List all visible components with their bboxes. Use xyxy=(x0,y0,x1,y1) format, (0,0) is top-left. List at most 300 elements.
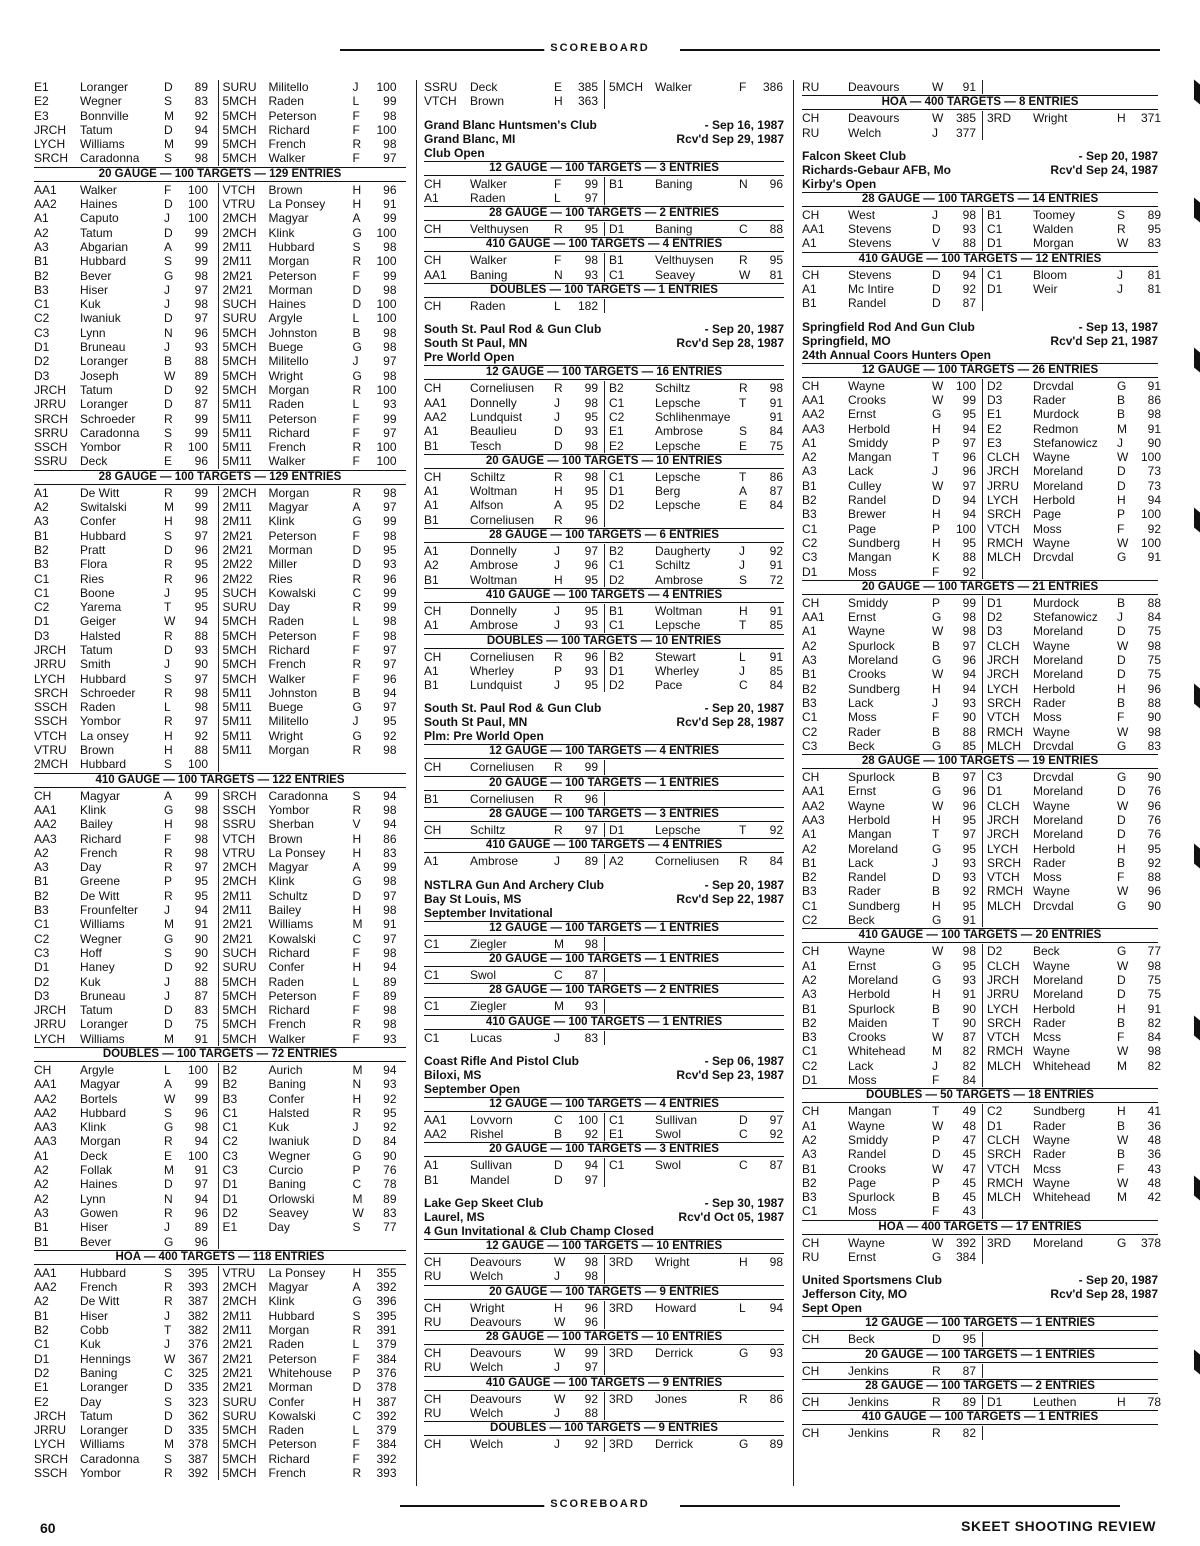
class-label: D3 xyxy=(34,988,50,1003)
shooter-initial: M xyxy=(164,500,174,515)
result-entry xyxy=(34,1280,218,1294)
class-label: 3RD xyxy=(987,1235,1012,1250)
shooter-initial: D xyxy=(164,311,173,326)
shooter-initial: F xyxy=(164,831,172,846)
shooter-score: 89 xyxy=(769,1437,783,1452)
shooter-initial: R xyxy=(554,823,563,838)
class-label: VTCH xyxy=(222,831,256,846)
club-line xyxy=(802,334,1158,348)
result-entry xyxy=(218,197,407,211)
class-label: SRCH xyxy=(987,1015,1022,1030)
shooter-initial: S xyxy=(1117,207,1126,222)
class-label: A1 xyxy=(424,663,439,678)
result-entry xyxy=(34,137,218,151)
shooter-initial: F xyxy=(352,628,360,643)
result-entry xyxy=(34,1294,218,1308)
shooter-score: 97 xyxy=(584,1172,598,1187)
result-entry xyxy=(982,682,1167,696)
class-label: B2 xyxy=(34,268,49,283)
shooter-initial: H xyxy=(164,743,173,758)
shooter-name: Baning xyxy=(268,1077,306,1092)
class-label: SSRU xyxy=(34,454,68,469)
result-entry xyxy=(424,268,604,282)
shooter-initial: B xyxy=(932,638,941,653)
club-location: Springfield, MO xyxy=(802,333,891,348)
shooter-initial: R xyxy=(164,860,173,875)
club-name: Lake Gep Skeet Club xyxy=(424,1195,544,1210)
shooter-initial: W xyxy=(1117,884,1129,899)
shooter-initial: W xyxy=(1117,798,1129,813)
class-label: C1 xyxy=(802,898,818,913)
result-row xyxy=(424,222,784,236)
result-entry xyxy=(604,823,789,837)
result-row xyxy=(34,326,406,340)
class-label xyxy=(987,1426,1033,1440)
shooter-initial: C xyxy=(352,585,362,600)
class-label: JRRU xyxy=(34,657,66,672)
result-entry xyxy=(218,369,407,383)
shooter-score: 99 xyxy=(194,254,208,269)
shooter-name: Ries xyxy=(80,571,105,586)
result-row xyxy=(34,1106,406,1120)
shooter-name: Tatum xyxy=(80,122,113,137)
shooter-score: 395 xyxy=(187,1265,208,1280)
shooter-score: 392 xyxy=(376,1408,397,1423)
shooter-initial: L xyxy=(739,1300,746,1315)
shooter-score: 96 xyxy=(383,182,397,197)
page-number: 60 xyxy=(40,1520,56,1536)
received-date: Rcv'd Sep 24, 1987 xyxy=(1050,162,1158,177)
shooter-name: Raden xyxy=(80,700,116,715)
result-entry xyxy=(218,1294,407,1308)
shooter-initial: H xyxy=(1117,1394,1126,1409)
shooter-initial: H xyxy=(352,1265,362,1280)
class-label: B3 xyxy=(34,903,49,918)
class-label: AA1 xyxy=(34,182,57,197)
shooter-initial: N xyxy=(164,325,173,340)
received-date: Rcv'd Sep 28, 1987 xyxy=(1050,1287,1158,1302)
shooter-score xyxy=(753,299,789,313)
class-label: CH xyxy=(34,1063,52,1077)
shooter-initial: K xyxy=(932,550,941,565)
shooter-score: 97 xyxy=(194,860,208,875)
shooter-score: 94 xyxy=(584,1158,598,1173)
club-name: Coast Rifle And Pistol Club xyxy=(424,1053,579,1068)
class-label: A1 xyxy=(802,624,817,639)
shooter-score: 42 xyxy=(1147,1190,1161,1205)
shooter-initial: R xyxy=(164,557,173,572)
shooter-score: 99 xyxy=(194,137,208,152)
result-entry xyxy=(982,1147,1167,1161)
club-line xyxy=(802,320,1158,334)
class-label: 2M11 xyxy=(222,888,252,903)
result-entry xyxy=(34,269,218,283)
shooter-initial: S xyxy=(164,1394,173,1409)
shooter-name: Haines xyxy=(80,197,118,212)
shooter-name: Mandel xyxy=(470,1172,510,1187)
shooter-score: 94 xyxy=(962,667,976,682)
result-row xyxy=(802,464,1161,479)
result-entry xyxy=(34,672,218,686)
shooter-score: 99 xyxy=(194,1091,208,1106)
result-row xyxy=(34,1192,406,1206)
shooter-initial xyxy=(739,792,753,806)
shooter-score: 379 xyxy=(376,1423,397,1438)
shooter-score: 98 xyxy=(383,802,397,817)
result-row xyxy=(802,841,1161,856)
shooter-name: Wayne xyxy=(1033,1132,1070,1147)
shooter-score: 94 xyxy=(194,122,208,137)
shooter-initial: C xyxy=(352,1177,362,1192)
club-name: United Sportsmens Club xyxy=(802,1273,943,1288)
result-entry xyxy=(34,1437,218,1451)
shooter-initial: B xyxy=(1117,1147,1126,1162)
shooter-score: 98 xyxy=(383,874,397,889)
shooter-score: 382 xyxy=(187,1323,208,1338)
shooter-score: 99 xyxy=(194,485,208,500)
result-entry xyxy=(802,1059,982,1073)
result-entry xyxy=(218,1266,407,1280)
shooter-name: Raden xyxy=(470,190,506,205)
shooter-initial: F xyxy=(352,528,360,543)
shooter-name: Loranger xyxy=(80,1380,129,1395)
shooter-score: 84 xyxy=(769,678,783,693)
shooter-initial: A xyxy=(352,500,361,515)
shooter-score: 96 xyxy=(584,791,598,806)
class-label: C2 xyxy=(34,311,50,326)
shooter-initial: J xyxy=(352,354,359,369)
shooter-initial: W xyxy=(164,1091,176,1106)
shooter-score: 94 xyxy=(962,421,976,436)
class-label: C2 xyxy=(802,1058,818,1073)
class-label: A2 xyxy=(34,1294,49,1309)
shooter-score: 95 xyxy=(584,678,598,693)
result-entry xyxy=(218,600,407,614)
class-label: JRCH xyxy=(987,464,1019,479)
shooter-name xyxy=(655,513,739,527)
shooter-score: 78 xyxy=(383,1177,397,1192)
result-row xyxy=(802,1001,1161,1016)
result-entry xyxy=(34,197,218,211)
shooter-name: Deavours xyxy=(848,111,900,126)
shooter-initial: W xyxy=(1117,236,1129,251)
shooter-name: De Witt xyxy=(80,485,120,500)
shooter-score: 83 xyxy=(1147,236,1161,251)
class-label: A2 xyxy=(802,450,817,465)
result-entry xyxy=(34,80,218,94)
shooter-initial: W xyxy=(1117,638,1129,653)
shooter-score: 93 xyxy=(383,397,397,412)
class-label: LYCH xyxy=(987,681,1019,696)
event-header-band: 12 GAUGE — 100 TARGETS — 1 ENTRIES xyxy=(802,1316,1158,1331)
shooter-name: Lundquist xyxy=(470,409,523,424)
shooter-initial xyxy=(1117,80,1131,94)
class-label: AA3 xyxy=(34,1120,57,1135)
result-entry xyxy=(218,1437,407,1451)
result-entry xyxy=(34,283,218,297)
shooter-score: 98 xyxy=(383,108,397,123)
result-row xyxy=(424,177,784,191)
shooter-initial: H xyxy=(164,728,173,743)
shooter-initial xyxy=(739,410,753,424)
class-label xyxy=(987,565,1033,579)
shooter-initial: L xyxy=(554,299,561,314)
result-entry xyxy=(34,354,218,368)
result-entry xyxy=(604,760,789,774)
shooter-initial: J xyxy=(352,714,359,729)
shooter-name: Hubbard xyxy=(80,254,127,269)
shooter-initial: W xyxy=(932,378,944,393)
result-entry xyxy=(34,1423,218,1437)
result-entry xyxy=(218,1352,407,1366)
shooter-initial: B xyxy=(932,724,941,739)
result-row xyxy=(34,1323,406,1337)
class-label: AA1 xyxy=(34,1265,57,1280)
shooter-initial: S xyxy=(352,788,361,803)
event-header-band: 410 GAUGE — 100 TARGETS — 20 ENTRIES xyxy=(802,928,1158,943)
shooter-score: 76 xyxy=(1147,784,1161,799)
class-label: D3 xyxy=(34,628,50,643)
shooter-score: 90 xyxy=(1147,898,1161,913)
result-row xyxy=(802,958,1161,973)
result-entry xyxy=(604,664,789,678)
shooter-initial: H xyxy=(352,960,362,975)
result-entry xyxy=(982,1204,1167,1218)
class-label: JRCH xyxy=(987,653,1019,668)
class-label: C2 xyxy=(609,409,625,424)
shooter-score: 94 xyxy=(962,267,976,282)
result-row xyxy=(34,917,406,931)
result-entry xyxy=(802,1395,982,1409)
class-label: AA1 xyxy=(34,1077,57,1092)
shooter-score: 88 xyxy=(962,236,976,251)
result-entry xyxy=(982,126,1167,140)
shooter-score: 323 xyxy=(187,1394,208,1409)
shooter-name: Klink xyxy=(268,514,295,529)
result-entry xyxy=(34,1395,218,1409)
shooter-name: Mc Intire xyxy=(848,282,895,297)
event-header-band: DOUBLES — 100 TARGETS — 72 ENTRIES xyxy=(34,1047,406,1062)
shooter-initial: R xyxy=(352,1323,362,1338)
class-label: 5M11 xyxy=(222,714,252,729)
shooter-initial: R xyxy=(739,381,748,396)
class-label: D2 xyxy=(609,678,625,693)
result-row xyxy=(34,557,406,571)
shooter-score: 90 xyxy=(383,1148,397,1163)
class-label: D1 xyxy=(222,1177,238,1192)
shooter-name: Confer xyxy=(80,514,117,529)
result-entry xyxy=(424,410,604,424)
result-row xyxy=(34,960,406,974)
shoot-date: - Sep 06, 1987 xyxy=(704,1053,784,1068)
shooter-name: Randel xyxy=(848,493,887,508)
event-header-band: 28 GAUGE — 100 TARGETS — 2 ENTRIES xyxy=(802,1379,1158,1394)
shooter-initial: J xyxy=(164,340,170,355)
shooter-initial: M xyxy=(1117,1058,1127,1073)
result-row xyxy=(34,1063,406,1077)
shooter-score: 91 xyxy=(769,395,783,410)
shooter-score: 98 xyxy=(383,945,397,960)
class-label: D2 xyxy=(987,944,1003,959)
shooter-name: Smiddy xyxy=(848,435,889,450)
shooter-name: Mangan xyxy=(848,1104,892,1119)
club-location: Biloxi, MS xyxy=(424,1067,482,1082)
shooter-score: 94 xyxy=(194,614,208,629)
club-name: South St. Paul Rod & Gun Club xyxy=(424,701,602,716)
event-header-band: 12 GAUGE — 100 TARGETS — 26 ENTRIES xyxy=(802,363,1158,378)
shooter-name: Magyar xyxy=(268,211,309,226)
shooter-initial: D xyxy=(164,1003,173,1018)
shooter-name: Whitehead xyxy=(1033,1190,1091,1205)
class-label: CH xyxy=(424,1254,442,1269)
shooter-score: 94 xyxy=(383,1063,397,1077)
shooter-score xyxy=(753,1406,789,1420)
club-line xyxy=(424,118,784,132)
shooter-initial: J xyxy=(1117,282,1123,297)
shooter-initial: D xyxy=(1117,464,1126,479)
shooter-score: 98 xyxy=(194,268,208,283)
shooter-score xyxy=(753,1360,789,1374)
shooter-initial: B xyxy=(1117,595,1126,610)
event-header-band: 20 GAUGE — 100 TARGETS — 21 ENTRIES xyxy=(802,580,1158,595)
result-row xyxy=(34,1163,406,1177)
result-entry xyxy=(802,667,982,681)
shooter-initial: H xyxy=(352,182,362,197)
result-entry xyxy=(34,1063,218,1077)
result-entry xyxy=(604,80,789,94)
event-header-band: 28 GAUGE — 100 TARGETS — 3 ENTRIES xyxy=(424,807,784,822)
class-label: 3RD xyxy=(609,1391,634,1406)
shooter-name: Beck xyxy=(848,738,875,753)
shooter-initial: G xyxy=(352,1294,362,1309)
result-row xyxy=(34,1366,406,1380)
shooter-name: Bever xyxy=(80,1234,112,1249)
shooter-initial: D xyxy=(164,122,173,137)
club-name: South St. Paul Rod & Gun Club xyxy=(424,322,602,337)
shooter-score: 43 xyxy=(1147,1161,1161,1176)
shooter-score: 75 xyxy=(194,1017,208,1032)
class-label: C1 xyxy=(424,967,440,982)
result-row xyxy=(424,573,784,587)
shooter-initial: H xyxy=(1117,111,1126,126)
club-line xyxy=(802,163,1158,177)
shooter-name: Wright xyxy=(470,1300,505,1315)
shooter-name: Tatum xyxy=(80,382,113,397)
result-row xyxy=(34,254,406,268)
result-entry xyxy=(34,1206,218,1220)
class-label: D1 xyxy=(609,663,625,678)
shooter-initial: J xyxy=(164,282,170,297)
shooter-score: 82 xyxy=(962,1044,976,1059)
class-label: CH xyxy=(802,1394,820,1409)
class-label: CH xyxy=(424,222,442,237)
shooter-initial: F xyxy=(1117,1030,1125,1045)
shooter-score: 89 xyxy=(584,854,598,869)
shooter-score: 371 xyxy=(1140,111,1161,126)
class-label: AA2 xyxy=(802,407,825,422)
shooter-score xyxy=(1131,913,1167,927)
shooter-score: 100 xyxy=(955,378,976,393)
shooter-initial: W xyxy=(932,478,944,493)
result-row xyxy=(802,421,1161,436)
club-location: Jefferson City, MO xyxy=(802,1287,908,1302)
club-location: South St Paul, MN xyxy=(424,336,528,351)
class-label: VTCH xyxy=(34,728,67,743)
shooter-name: Mangan xyxy=(848,827,892,842)
shooter-initial: M xyxy=(352,1191,363,1206)
result-entry xyxy=(218,743,407,757)
shoot-date: - Sep 20, 1987 xyxy=(1078,1273,1158,1288)
shooter-initial: G xyxy=(352,874,362,889)
event-name: 4 Gun Invitational & Club Champ Closed xyxy=(424,1223,655,1238)
shooter-initial: R xyxy=(554,512,563,527)
club-header xyxy=(802,1273,1158,1315)
shooter-initial: D xyxy=(164,197,173,212)
class-label: C2 xyxy=(987,1104,1003,1119)
shooter-initial: S xyxy=(352,1308,361,1323)
result-row xyxy=(34,1077,406,1091)
shooter-initial: A xyxy=(164,788,173,803)
result-entry xyxy=(34,109,218,123)
club-location: Grand Blanc, MI xyxy=(424,131,516,146)
class-label: SRCH xyxy=(987,855,1022,870)
shooter-initial: G xyxy=(932,407,942,422)
shooter-name: Moreland xyxy=(1033,667,1084,682)
shooter-initial: M xyxy=(554,936,564,951)
event-header-band: 20 GAUGE — 100 TARGETS — 10 ENTRIES xyxy=(424,454,784,469)
shooter-name: Richard xyxy=(268,1451,310,1466)
result-entry xyxy=(802,393,982,407)
shooter-score: 325 xyxy=(187,1365,208,1380)
shooter-name xyxy=(655,1406,739,1420)
shooter-name: Peterson xyxy=(268,628,317,643)
class-label: D1 xyxy=(222,1191,238,1206)
shooter-initial: H xyxy=(352,197,362,212)
shooter-name: Velthuysen xyxy=(655,253,714,268)
shooter-name: Wayne xyxy=(1033,535,1070,550)
class-label: VTCH xyxy=(987,710,1020,725)
shooter-score: 98 xyxy=(194,845,208,860)
shooter-name: Ernst xyxy=(848,407,877,422)
shooter-score xyxy=(753,1315,789,1329)
result-row xyxy=(34,700,406,714)
class-label: AA1 xyxy=(802,392,825,407)
shooter-initial: J xyxy=(164,903,170,918)
result-row xyxy=(34,1266,406,1280)
shooter-score: 392 xyxy=(376,1280,397,1295)
shooter-name: Frounfelter xyxy=(80,903,139,918)
result-entry xyxy=(218,846,407,860)
shooter-name: Williams xyxy=(80,1031,125,1046)
result-entry xyxy=(982,710,1167,724)
class-label: B2 xyxy=(34,888,49,903)
class-label: B2 xyxy=(222,1063,238,1077)
result-row xyxy=(34,789,406,803)
class-label: B3 xyxy=(222,1091,238,1106)
shooter-initial xyxy=(739,299,753,313)
result-entry xyxy=(802,784,982,798)
shooter-name: Brewer xyxy=(848,507,887,522)
result-row xyxy=(802,798,1161,813)
shooter-initial: D xyxy=(554,424,563,439)
result-entry xyxy=(34,729,218,743)
shooter-initial: D xyxy=(1117,987,1126,1002)
result-entry xyxy=(802,222,982,236)
shooter-initial: W xyxy=(1117,724,1129,739)
shooter-initial: W xyxy=(1117,1175,1129,1190)
shooter-name: Militello xyxy=(268,80,309,94)
shooter-name: Velthuysen xyxy=(470,222,529,237)
